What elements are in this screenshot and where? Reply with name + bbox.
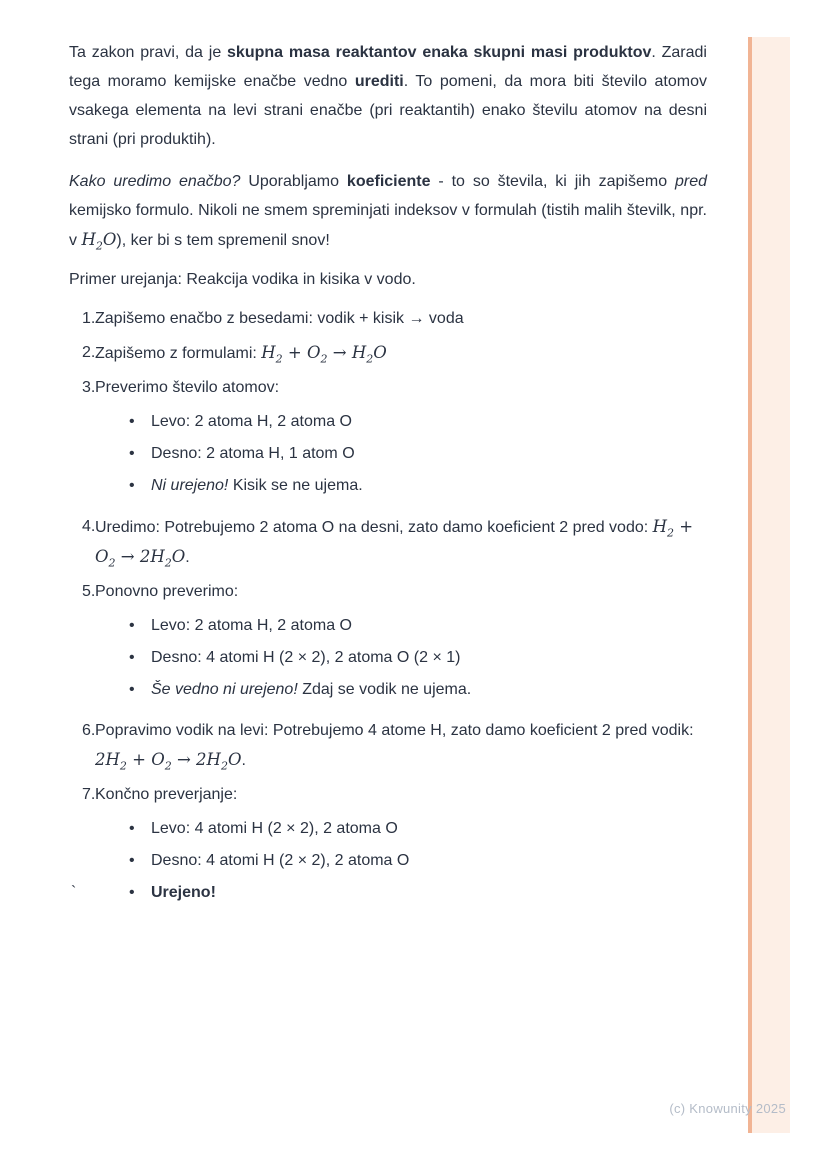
bullet-item: • Levo: 2 atoma H, 2 atoma O <box>95 407 707 436</box>
paragraph-example-intro: Primer urejanja: Reakcija vodika in kisika v vodo. <box>69 271 416 288</box>
page-content <box>69 0 707 919</box>
step-number: 4. <box>82 518 96 535</box>
step-number: 5. <box>82 583 96 600</box>
step-item-7 <box>69 780 707 907</box>
bullet-item: • Desno: 4 atomi H (2 × 2), 2 atoma O (2 × 1) <box>95 643 707 672</box>
bullet-item: • Desno: 4 atomi H (2 × 2), 2 atoma O <box>95 846 707 875</box>
step-text: Ponovno preverimo: <box>95 583 239 600</box>
bullet-item: • Še vedno ni urejeno! Zdaj se vodik ne ujema. <box>95 675 707 704</box>
step-number: 2. <box>82 344 96 361</box>
step-item-1 <box>69 304 707 333</box>
sub-bullet-list <box>95 611 707 704</box>
sub-bullet-list <box>95 407 707 500</box>
step-text: Zapišemo z formulami: $H_2 + O_2 \to H_2O$ <box>95 343 387 366</box>
paragraph-mass-law: Ta zakon pravi, da je skupna masa reaktantov enaka skupni masi produktov. Zaradi tega moramo kemijske enačbe vedno urediti. To pomeni, da mora biti število atomov vsakega elementa na levi strani enačbe (pri reaktantih) enako številu atomov na desni strani (pri produktih). <box>69 44 707 148</box>
sub-bullet-list <box>95 814 707 907</box>
paragraph-coefficients: Kako uredimo enačbo? Uporabljamo koeficiente - to so števila, ki jih zapišemo pred kemijsko formulo. Nikoli ne smem spreminjati indeksov v formulah (tistih malih številk, npr. v $H_2O$), ker bi s tem spremenil snov! <box>69 173 708 253</box>
step-text: Popravimo vodik na levi: Potrebujemo 4 atome H, zato damo koeficient 2 pred vodik: $2H_2 + O_2 \to 2H_2O$. <box>95 722 694 773</box>
step-item-2 <box>69 338 707 368</box>
bullet-item: • Levo: 4 atomi H (2 × 2), 2 atoma O <box>95 814 707 843</box>
bullet-item: • Ni urejeno! Kisik se ne ujema. <box>95 471 707 500</box>
step-item-5 <box>69 577 707 704</box>
step-number: 6. <box>82 722 96 739</box>
page-edge-accent-stripe <box>748 37 790 1133</box>
balancing-steps-list <box>69 304 707 907</box>
step-item-4 <box>69 512 707 572</box>
step-item-3 <box>69 373 707 500</box>
step-number: 3. <box>82 379 96 396</box>
bullet-item: • Desno: 2 atoma H, 1 atom O <box>95 439 707 468</box>
step-text: Zapišemo enačbo z besedami: vodik + kisik → voda <box>95 310 464 327</box>
step-text: Preverimo število atomov: <box>95 379 280 396</box>
bullet-item: • Levo: 2 atoma H, 2 atoma O <box>95 611 707 640</box>
step-item-6 <box>69 716 707 775</box>
step-number: 1. <box>82 310 96 327</box>
copyright-footer: (c) Knowunity 2025 <box>669 1101 786 1116</box>
step-text: Uredimo: Potrebujemo 2 atoma O na desni, zato damo koeficient 2 pred vodo: $H_2 + O_2 \to 2H_2O$. <box>95 517 694 570</box>
step-number: 7. <box>82 786 96 803</box>
step-text: Končno preverjanje: <box>95 786 238 803</box>
bullet-item: • Urejeno! <box>95 878 707 907</box>
stray-backtick-mark: ` <box>71 884 77 901</box>
